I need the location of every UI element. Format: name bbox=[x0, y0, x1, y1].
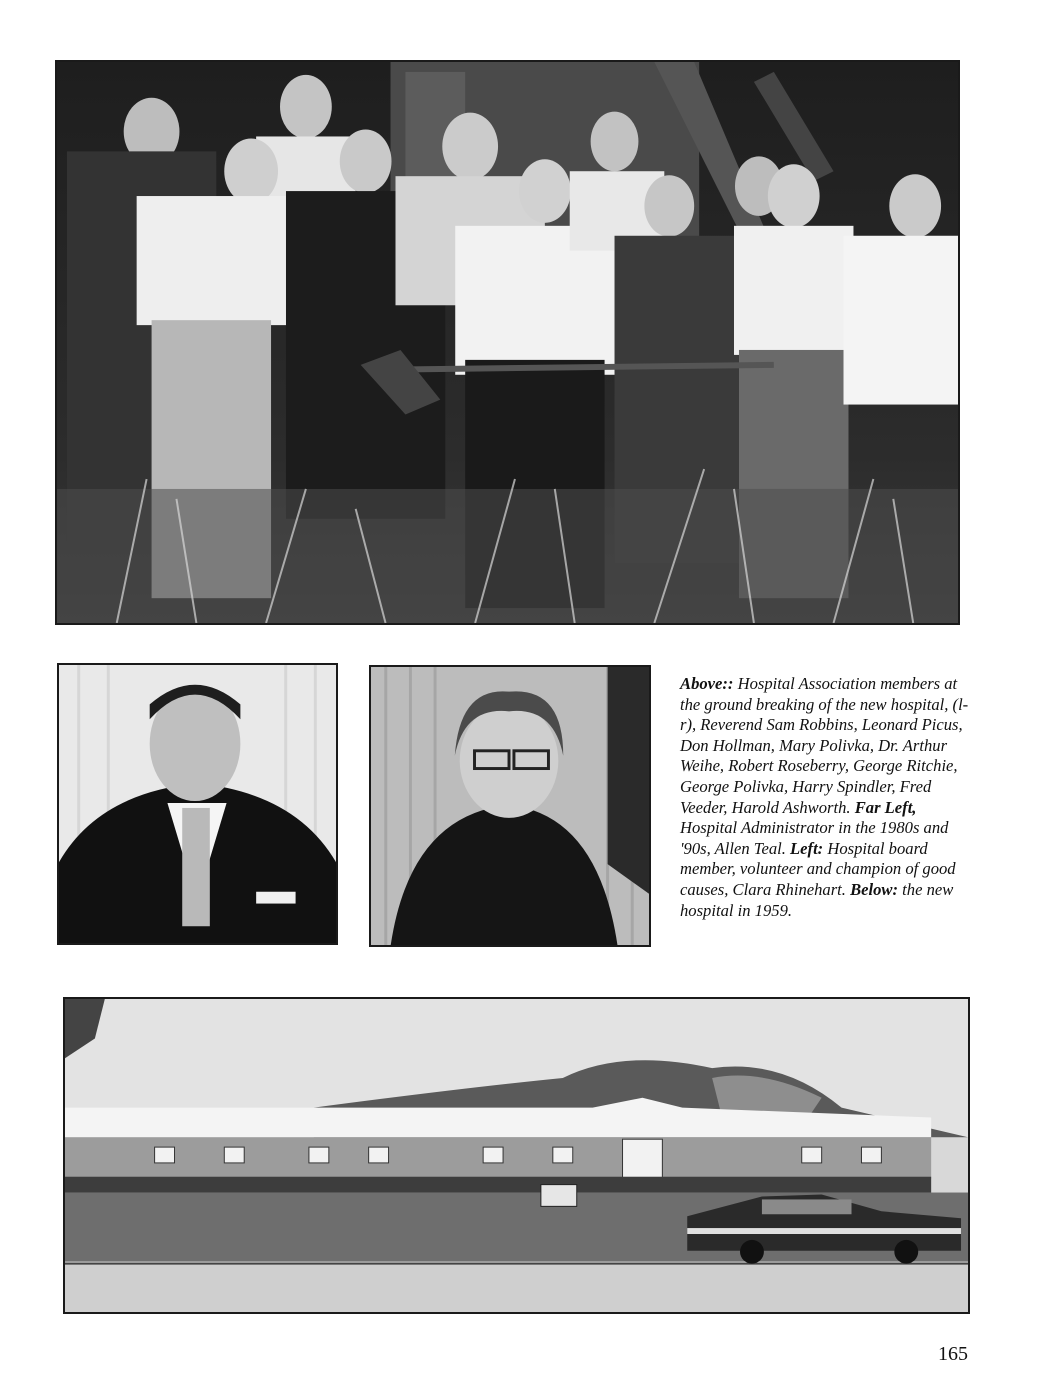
caption-far-left-label: Far Left, bbox=[854, 797, 917, 817]
clara-rhinehart-portrait bbox=[369, 665, 651, 947]
caption-above-label: Above:: bbox=[680, 674, 734, 693]
page-number: 165 bbox=[938, 1343, 968, 1365]
hospital-1959-photo bbox=[63, 997, 970, 1314]
caption-far-left-text: Hospital Administrator in the 1980s and '90s, Allen Teal. bbox=[680, 818, 949, 858]
photo-caption bbox=[680, 674, 972, 921]
allen-teal-portrait bbox=[57, 663, 338, 945]
caption-below-label: Below: bbox=[850, 879, 899, 899]
caption-left-text: Hospital board member, volunteer and champion of good causes, Clara Rhinehart. bbox=[680, 838, 956, 899]
caption-above-text: Hospital Association members at the ground breaking of the new hospital, (l-r), Reverend Sam Robbins, Leonard Picus, Don Hollman, Mary Polivka, Dr. Arthur Weihe, Robert Roseberry, George Ritchie, George Polivka, Harry Spindler, Fred Veeder, Harold Ashworth. bbox=[680, 674, 969, 817]
caption-below-text: the new hospital in 1959. bbox=[680, 879, 954, 920]
caption-left-label: Left: bbox=[790, 838, 824, 858]
groundbreaking-photo bbox=[55, 60, 960, 625]
